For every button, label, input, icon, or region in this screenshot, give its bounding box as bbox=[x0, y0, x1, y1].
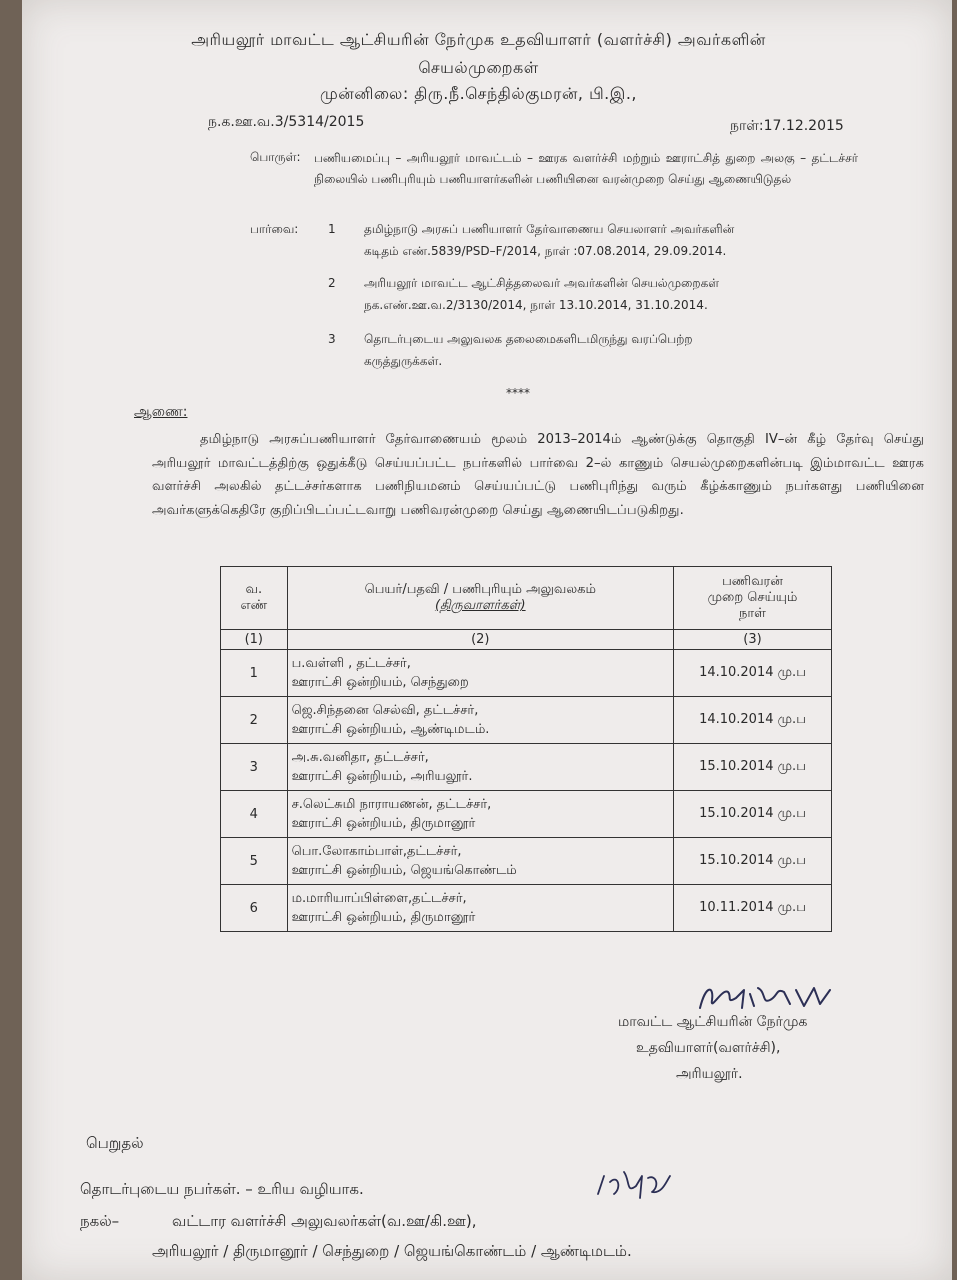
signatory-line2: உதவியாளர்(வளர்ச்சி), bbox=[636, 1040, 781, 1056]
header-sno-line1: வ. bbox=[245, 582, 263, 597]
table-header-row bbox=[221, 567, 832, 630]
table-row bbox=[221, 650, 832, 697]
row-sno: 4 bbox=[221, 791, 288, 838]
reference-3-line2: கருத்துருக்கள். bbox=[364, 354, 443, 368]
row-name: பொ.லோகாம்பாள்,தட்டச்சர், bbox=[291, 844, 462, 859]
signatory-line1: மாவட்ட ஆட்சியரின் நேர்முக bbox=[618, 1014, 808, 1030]
row-date: 10.11.2014 மு.ப bbox=[673, 885, 831, 932]
signature-scrawl bbox=[692, 978, 852, 1018]
header-sno-line2: எண் bbox=[240, 598, 268, 613]
row-sno: 1 bbox=[221, 650, 288, 697]
reference-number-2: 2 bbox=[328, 276, 336, 290]
row-office: ஊராட்சி ஒன்றியம், அரியலூர். bbox=[291, 769, 473, 784]
row-date: 14.10.2014 மு.ப bbox=[673, 650, 831, 697]
reference-3-line1: தொடர்புடைய அலுவலக தலைமைகளிடமிருந்து வரப்பெற்ற bbox=[364, 332, 693, 346]
row-date: 15.10.2014 மு.ப bbox=[673, 791, 831, 838]
copy-label: நகல்– bbox=[80, 1212, 120, 1230]
reference-1-line1: தமிழ்நாடு அரசுப் பணியாளர் தேர்வாணைய செயலாளர் அவர்களின் bbox=[364, 222, 735, 236]
header-name bbox=[287, 567, 673, 630]
table-colnum-row bbox=[221, 630, 832, 650]
row-name: ம.மாரியாப்பிள்ளை,தட்டச்சர், bbox=[291, 891, 467, 906]
signatory-line3: அரியலூர். bbox=[676, 1066, 743, 1082]
table-row bbox=[221, 838, 832, 885]
table-row bbox=[221, 697, 832, 744]
subject-label: பொருள்: bbox=[250, 150, 301, 164]
separator: **** bbox=[506, 386, 530, 400]
colnum-3: (3) bbox=[673, 630, 831, 650]
row-office: ஊராட்சி ஒன்றியம், ஆண்டிமடம். bbox=[291, 722, 490, 737]
row-date: 14.10.2014 மு.ப bbox=[673, 697, 831, 744]
table-row bbox=[221, 885, 832, 932]
row-name-cell bbox=[287, 838, 673, 885]
table-row bbox=[221, 791, 832, 838]
header-name-line2: (திருவாளர்கள்) bbox=[434, 598, 526, 613]
copy-line2: அரியலூர் / திருமானூர் / செந்துறை / ஜெயங்கொண்டம் / ஆண்டிமடம். bbox=[152, 1242, 632, 1260]
header-title-line1: அரியலூர் மாவட்ட ஆட்சியரின் நேர்முக உதவியாளர் (வளர்ச்சி) அவர்களின் bbox=[191, 30, 766, 49]
row-name-cell bbox=[287, 744, 673, 791]
row-name: ஜெ.சிந்தனை செல்வி, தட்டச்சர், bbox=[291, 703, 479, 718]
table-row bbox=[221, 744, 832, 791]
appointment-table bbox=[220, 566, 832, 932]
header-date-line2: முறை செய்யும் bbox=[707, 590, 798, 605]
document-page bbox=[22, 0, 952, 1280]
header-date-line1: பணிவரன் bbox=[722, 574, 783, 589]
reference-1-line2: கடிதம் எண்.5839/PSD–F/2014, நாள் :07.08.2014, 29.09.2014. bbox=[364, 244, 727, 258]
recipients-line1: தொடர்புடைய நபர்கள். – உரிய வழியாக. bbox=[80, 1180, 364, 1198]
header-presence: முன்னிலை: திரு.நீ.செந்தில்குமரன், பி.இ., bbox=[319, 84, 637, 103]
order-label: ஆணை: bbox=[134, 404, 188, 420]
header-name-line1: பெயர்/பதவி / பணிபுரியும் அலுவலகம் bbox=[364, 582, 596, 597]
row-date: 15.10.2014 மு.ப bbox=[673, 744, 831, 791]
initial-date: 17/12/15 bbox=[590, 1164, 595, 1165]
header-sno bbox=[221, 567, 288, 630]
colnum-1: (1) bbox=[221, 630, 288, 650]
row-name-cell bbox=[287, 791, 673, 838]
header-title-line2: செயல்முறைகள் bbox=[418, 58, 539, 77]
row-name-cell bbox=[287, 650, 673, 697]
subject-text: பணியமைப்பு – அரியலூர் மாவட்டம் – ஊரக வளர்ச்சி மற்றும் ஊராட்சித் துறை அலகு – தட்டச்சர் நிலையில் பணிபுரியும் பணியாளர்களின் பணியினை வரன்முறை செய்து ஆணையிடுதல் bbox=[314, 151, 858, 186]
row-name: ப.வள்ளி , தட்டச்சர், bbox=[291, 656, 411, 671]
reference-number-3: 3 bbox=[328, 332, 336, 346]
row-name-cell bbox=[287, 885, 673, 932]
initial-scrawl bbox=[590, 1164, 680, 1210]
row-office: ஊராட்சி ஒன்றியம், திருமானூர் bbox=[291, 910, 476, 925]
signature-date: 17/12/15 bbox=[692, 978, 697, 979]
row-name-cell bbox=[287, 697, 673, 744]
row-name: அ.சு.வனிதா, தட்டச்சர், bbox=[291, 750, 429, 765]
row-sno: 6 bbox=[221, 885, 288, 932]
row-sno: 2 bbox=[221, 697, 288, 744]
references-label: பார்வை: bbox=[250, 222, 299, 236]
reference-number-1: 1 bbox=[328, 222, 336, 236]
reference-number: ந.க.ஊ.வ.3/5314/2015 bbox=[208, 114, 365, 130]
row-sno: 5 bbox=[221, 838, 288, 885]
colnum-2: (2) bbox=[287, 630, 673, 650]
reference-2-line1: அரியலூர் மாவட்ட ஆட்சித்தலைவர் அவர்களின் செயல்முறைகள் bbox=[364, 276, 720, 290]
row-name: ச.லெட்சுமி நாராயணன், தட்டச்சர், bbox=[291, 797, 492, 812]
row-office: ஊராட்சி ஒன்றியம், செந்துறை bbox=[291, 675, 469, 690]
recipients-label: பெறுதல் bbox=[86, 1134, 144, 1152]
row-date: 15.10.2014 மு.ப bbox=[673, 838, 831, 885]
header-date-line3: நாள் bbox=[739, 606, 766, 621]
copy-line1: வட்டார வளர்ச்சி அலுவலர்கள்(வ.ஊ/கி.ஊ), bbox=[172, 1212, 477, 1230]
document-date: நாள்:17.12.2015 bbox=[730, 118, 844, 134]
header-date bbox=[673, 567, 831, 630]
order-body: தமிழ்நாடு அரசுப்பணியாளர் தேர்வாணையம் மூலம் 2013–2014ம் ஆண்டுக்கு தொகுதி IV–ன் கீழ் தேர்வு செய்து அரியலூர் மாவட்டத்திற்கு ஒதுக்கீடு செய்யப்பட்ட நபர்களில் பார்வை 2–ல் காணும் செயல்முறைகளின்படி இம்மாவட்ட ஊரக வளர்ச்சி அலகில் தட்டச்சர்களாக பணிநியமனம் செய்யப்பட்டு பணிபுரிந்து வரும் கீழ்க்காணும் நபர்களது பணியினை அவர்களுக்கெதிரே குறிப்பிடப்பட்டவாறு பணிவரன்முறை செய்து ஆணையிடப்படுகிறது. bbox=[152, 432, 924, 518]
row-office: ஊராட்சி ஒன்றியம், திருமானூர் bbox=[291, 816, 476, 831]
row-sno: 3 bbox=[221, 744, 288, 791]
reference-2-line2: நக.எண்.ஊ.வ.2/3130/2014, நாள் 13.10.2014, 31.10.2014. bbox=[364, 298, 708, 312]
row-office: ஊராட்சி ஒன்றியம், ஜெயங்கொண்டம் bbox=[291, 863, 517, 878]
